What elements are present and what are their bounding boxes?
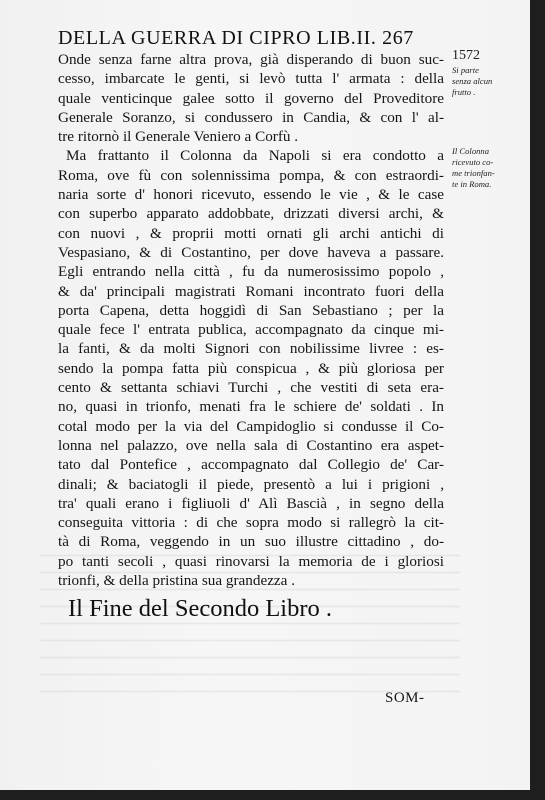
- catchword: SOM-: [385, 690, 425, 706]
- text-line: tato dal Pontefice , accompagnato dal Collegio de' Car-: [58, 456, 444, 474]
- text-line: conseguita vittoria : di che sopra modo si rallegrò la cit-: [58, 514, 444, 532]
- running-header: DELLA GUERRA DI CIPRO LIB.II. 267: [58, 27, 414, 49]
- text-line: Egli entrando nella città , fu da numerosissimo popolo ,: [58, 263, 444, 281]
- margin-note-line: te in Roma.: [452, 179, 492, 189]
- text-line: quale venticinque galee sotto il governo del Proveditore: [58, 89, 444, 107]
- text-line: Roma, ove fù con solennissima pompa, & con estraordi-: [58, 166, 444, 184]
- text-line: porta Capena, detta hoggidì di San Sebastiano ; per la: [58, 301, 444, 319]
- margin-note-line: Si parte: [452, 65, 479, 75]
- margin-note-line: Il Colonna: [452, 146, 490, 156]
- text-line: tre ritornò il Generale Veniero a Corfù .: [58, 128, 299, 146]
- text-line: naria sorte d' honori ricevuto, essendo le vie , & le case: [58, 186, 444, 204]
- text-line: Generale Soranzo, si condussero in Candia, & con l' al-: [58, 108, 444, 126]
- text-line: lonna nel palazzo, ove nella sala di Costantino era aspet-: [58, 436, 444, 454]
- text-line: Onde senza farne altra prova, già disperando di buon suc-: [58, 51, 444, 68]
- margin-note-departure: [452, 65, 528, 98]
- margin-note-line: senza alcun: [452, 76, 493, 86]
- text-line: Vespasiano, & di Costantino, per dove haveva a passare.: [58, 243, 444, 261]
- margin-note-line: frutto .: [452, 87, 476, 97]
- body-text: [58, 50, 444, 590]
- text-line: con superbo apparato addobbate, drizzati diversi archi, &: [58, 205, 444, 223]
- text-line: con nuovi , & proprii motti ornati gli archi antichi di: [58, 224, 444, 242]
- text-line: trionfi, & della pristina sua grandezza .: [58, 572, 296, 590]
- margin-note-line: me trionfan-: [452, 168, 495, 178]
- text-line: po tanti secoli , quasi rinovarsi la memoria de i gloriosi: [58, 552, 444, 570]
- text-line: sendo la pompa fatta più conspicua , & più gloriosa per: [58, 359, 444, 377]
- margin-note-line: ricevuto co-: [452, 157, 494, 167]
- text-line: cento & settanta schiavi Turchi , che vestiti di seta era-: [58, 379, 444, 397]
- text-line: cesso, imbarcate le genti, si levò tutta l' armata : della: [58, 70, 444, 88]
- text-line: la fanti, & da molti Signori con nobilissime livree : es-: [58, 340, 444, 358]
- book-end-heading: Il Fine del Secondo Libro .: [68, 595, 333, 622]
- margin-note-triumph: [452, 146, 528, 190]
- text-line: & da' principali magistrati Romani incontrato fuori della: [58, 282, 444, 300]
- text-line: Ma frattanto il Colonna da Napoli si era condotto a: [66, 147, 444, 165]
- margin-year: 1572: [452, 48, 480, 63]
- text-line: quale fece l' entrata publica, accompagnato da cinque mi-: [58, 321, 444, 339]
- text-line: dinali; & baciatogli il piede, presentò a lui i prigioni ,: [58, 475, 444, 493]
- text-line: tà di Roma, veggendo in un suo illustre cittadino , do-: [58, 533, 444, 551]
- text-line: no, quasi in trionfo, menati fra le schiere de' soldati . In: [58, 398, 444, 416]
- text-line: cotal modo per la via del Campidoglio si condusse il Co-: [58, 417, 444, 435]
- text-line: tra' quali erano i figliuoli d' Alì Bascià , in segno della: [58, 494, 444, 512]
